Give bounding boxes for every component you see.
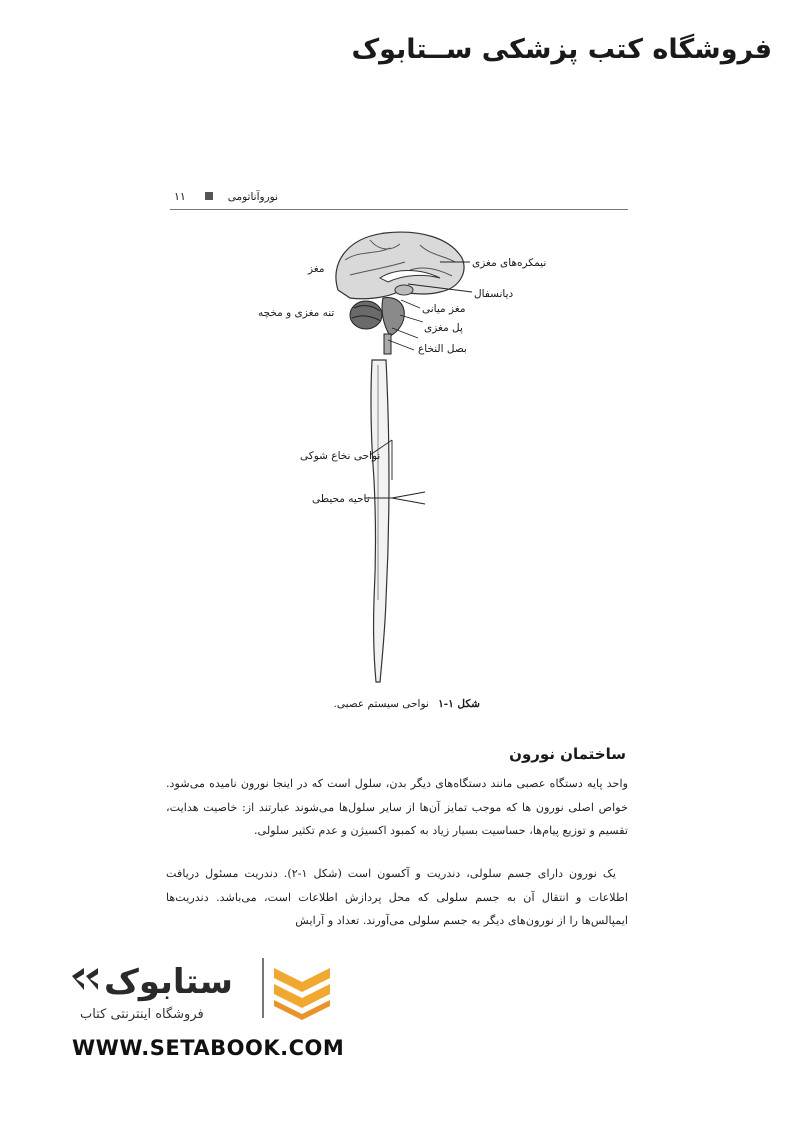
label-medulla: بصل النخاع xyxy=(418,343,467,355)
figure-caption-number: شکل ۱-۱ xyxy=(438,698,480,710)
setabook-logo xyxy=(62,948,352,1028)
label-midbrain: مغز میانی xyxy=(422,303,466,315)
running-head-square-icon xyxy=(205,192,213,200)
book-stack-icon xyxy=(274,968,330,1020)
label-brainstem-cerebellum: تنه مغزی و مخچه xyxy=(258,307,335,319)
brainstem-drawing xyxy=(382,298,404,355)
store-banner: فروشگاه کتب پزشکی ســتابوک xyxy=(351,34,772,65)
logo-tagline: فروشگاه اینترنتی کتاب xyxy=(80,1007,204,1022)
label-brain: مغز xyxy=(308,263,325,275)
label-hemispheres: نیمکره‌های مغزی xyxy=(472,257,547,269)
cerebellum-drawing xyxy=(350,301,382,329)
header-rule xyxy=(170,209,628,210)
page-number: ۱۱ xyxy=(174,190,186,203)
logo-brand: ستابوک xyxy=(104,962,233,1002)
label-peripheral-region: ناحیه محیطی xyxy=(312,493,370,505)
label-pons: پل مغزی xyxy=(424,322,463,334)
label-diencephalon: دیانسفال xyxy=(474,288,514,300)
logo-divider xyxy=(262,958,264,1018)
store-url[interactable]: WWW.SETABOOK.COM xyxy=(72,1036,345,1060)
body-paragraph: یک نورون دارای جسم سلولی، دندریت و آکسون است (شکل ۱-۲). دندریت مسئول دریافت اطلاعات و انتقال آن به جسم سلولی که محل پردازش اطلاعات است، می‌باشد. دندریت‌ها ایمپالس‌ها را از نورون‌های دیگر به جسم سلولی می‌آورند. تعداد و آرایش xyxy=(166,867,628,927)
label-spinal-regions: نواحی نخاع شوکی xyxy=(300,450,381,462)
running-head xyxy=(170,186,628,208)
figure-caption xyxy=(320,698,480,710)
nervous-system-figure xyxy=(250,222,547,692)
spinal-cord-drawing xyxy=(371,360,389,682)
running-head-title: نوروآناتومی xyxy=(227,191,278,203)
body-paragraph: واحد پایه دستگاه عصبی مانند دستگاه‌های دیگر بدن، سلول است که در اینجا نورون نامیده می‌شود. خواص اصلی نورون ها که موجب تمایز آن‌ها از سایر سلول‌ها می‌شوند عبارتند از: خاصیت هدایت، تقسیم و توزیع پیام‌ها، حساسیت بسیار زیاد به کمبود اکسیژن و عدم تکثیر سلولی. xyxy=(166,777,628,837)
chevron-double-icon xyxy=(72,968,98,990)
figure-caption-text: نواحی سیستم عصبی. xyxy=(333,698,429,710)
section-heading: ساختمان نورون xyxy=(509,745,626,763)
